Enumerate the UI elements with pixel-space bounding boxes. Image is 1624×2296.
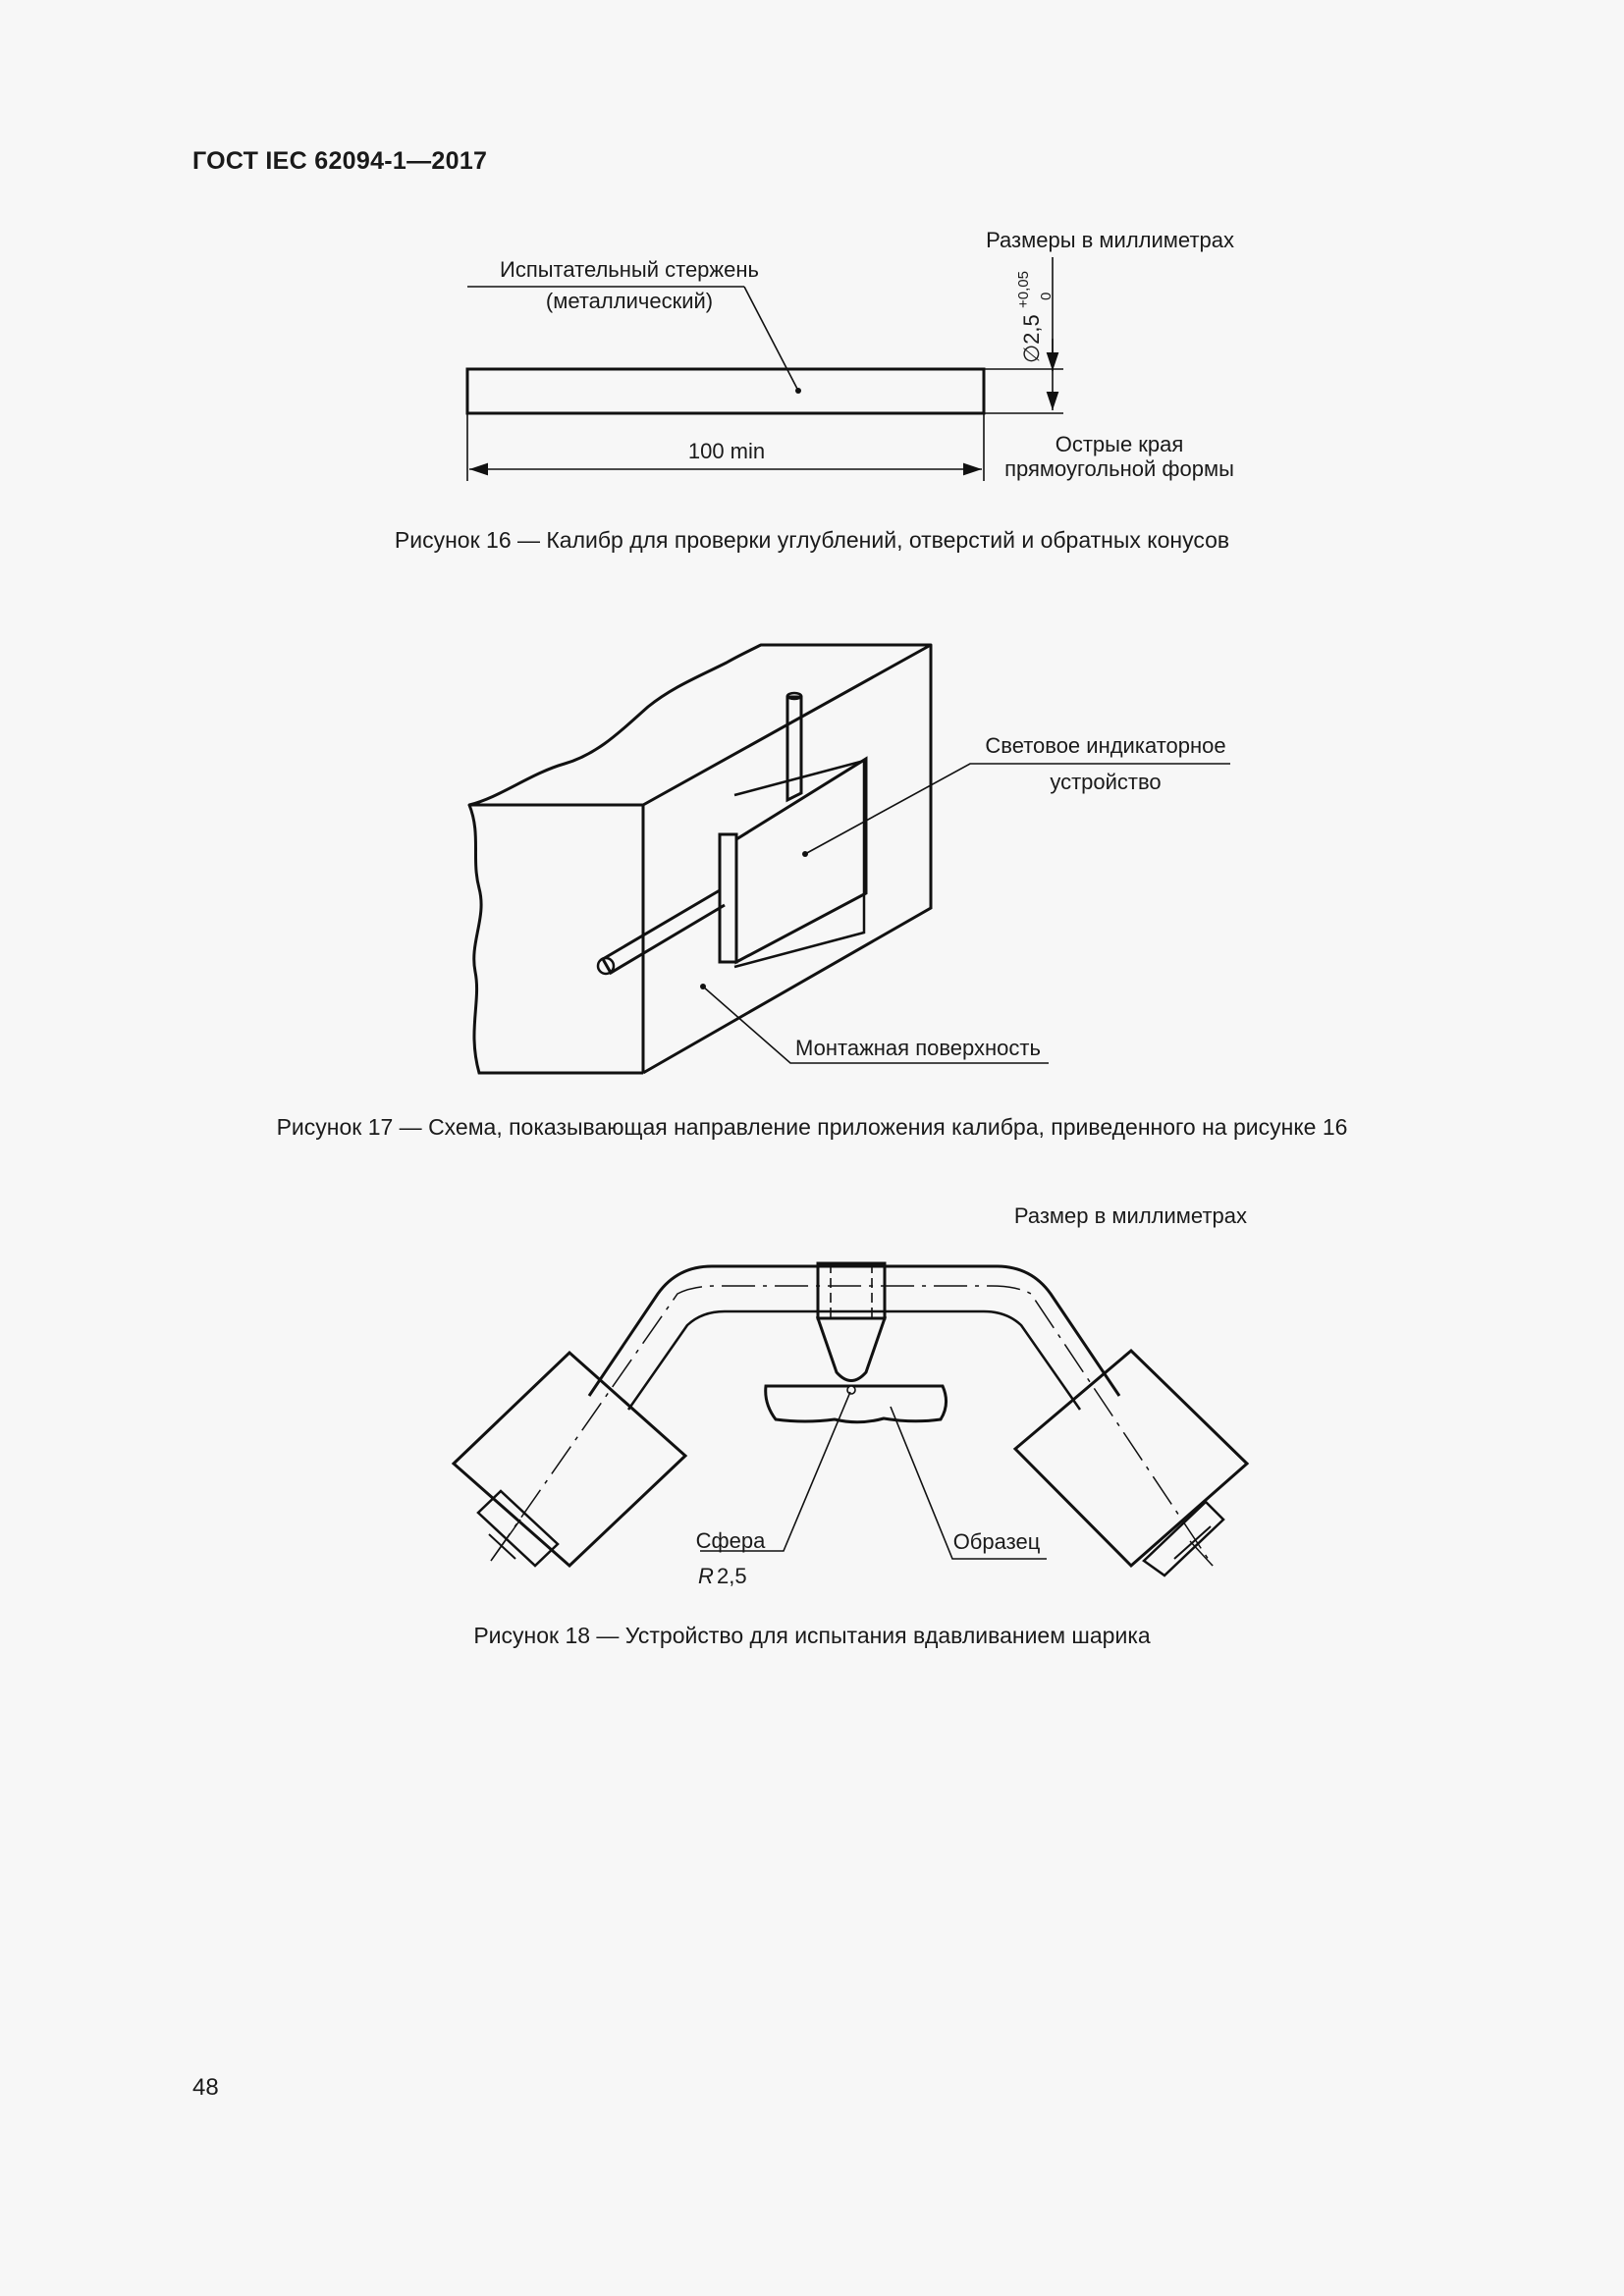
indicator-leader-dot — [802, 851, 808, 857]
figure-16-caption: Рисунок 16 — Калибр для проверки углублений, отверстий и обратных конусов — [394, 527, 1230, 553]
mounting-block-top — [469, 645, 931, 805]
sphere-radius-value: 2,5 — [717, 1564, 747, 1588]
nut-right-detail — [1174, 1526, 1211, 1559]
indicator-recess — [734, 761, 864, 967]
length-dimension-text: 100 min — [687, 439, 766, 463]
nut-left-detail — [489, 1534, 515, 1559]
page-number: 48 — [192, 2074, 219, 2101]
rod-leader-line — [744, 287, 798, 391]
edges-label-line2: прямоугольной формы — [1004, 456, 1234, 481]
edges-label-line1: Острые края — [1055, 432, 1184, 456]
figure-16-drawing — [0, 0, 1624, 510]
test-rod — [467, 369, 984, 413]
rod-label-line1: Испытательный стержень — [500, 257, 759, 282]
axis-right-extension — [1190, 1541, 1213, 1566]
gauge-rod-horizontal — [603, 890, 725, 973]
indicator-device-edge — [720, 834, 736, 962]
frame-centerline — [491, 1286, 1213, 1566]
diameter-tol-upper: +0,05 — [1015, 271, 1032, 308]
sphere-radius-prefix: R — [698, 1564, 714, 1588]
sphere-contact — [847, 1386, 855, 1394]
figure-18-caption: Рисунок 18 — Устройство для испытания вдавливанием шарика — [473, 1623, 1151, 1648]
frame-inner — [628, 1311, 1080, 1410]
diameter-label — [1015, 271, 1055, 363]
figure-18-drawing — [0, 1188, 1624, 1600]
nut-left — [478, 1491, 558, 1566]
sample-hatched — [766, 1386, 947, 1422]
sphere-leader — [700, 1392, 850, 1551]
figure-16-units-note: Размеры в миллиметрах — [986, 228, 1234, 252]
surface-label: Монтажная поверхность — [795, 1036, 1041, 1060]
gauge-rod-vertical — [787, 697, 801, 800]
figure-17-drawing — [0, 609, 1624, 1158]
sphere-label: Сфера — [695, 1528, 766, 1553]
weight-block-right — [1015, 1351, 1247, 1566]
document-header: ГОСТ IEC 62094-1—2017 — [192, 147, 488, 175]
diameter-tol-lower: 0 — [1038, 292, 1055, 300]
surface-leader-dot — [700, 984, 706, 989]
rod-label-line2: (металлический) — [545, 289, 714, 313]
indenter-tip — [818, 1318, 885, 1381]
rod-leader-dot — [795, 388, 801, 394]
indicator-label-line1: Световое индикаторное — [985, 733, 1226, 758]
diameter-main-text: ∅2,5 — [1019, 314, 1044, 363]
indenter-holder — [818, 1263, 885, 1318]
mounting-block-left-edge — [469, 805, 643, 1073]
sample-label: Образец — [952, 1529, 1041, 1554]
weight-block-left — [454, 1353, 685, 1566]
indicator-leader — [805, 764, 1230, 854]
figure-17-caption: Рисунок 17 — Схема, показывающая направление приложения калибра, приведенного на рисунке 16 — [276, 1114, 1348, 1140]
indicator-label-line2: устройство — [1050, 770, 1162, 794]
figure-18-units-note: Размер в миллиметрах — [1013, 1203, 1247, 1228]
